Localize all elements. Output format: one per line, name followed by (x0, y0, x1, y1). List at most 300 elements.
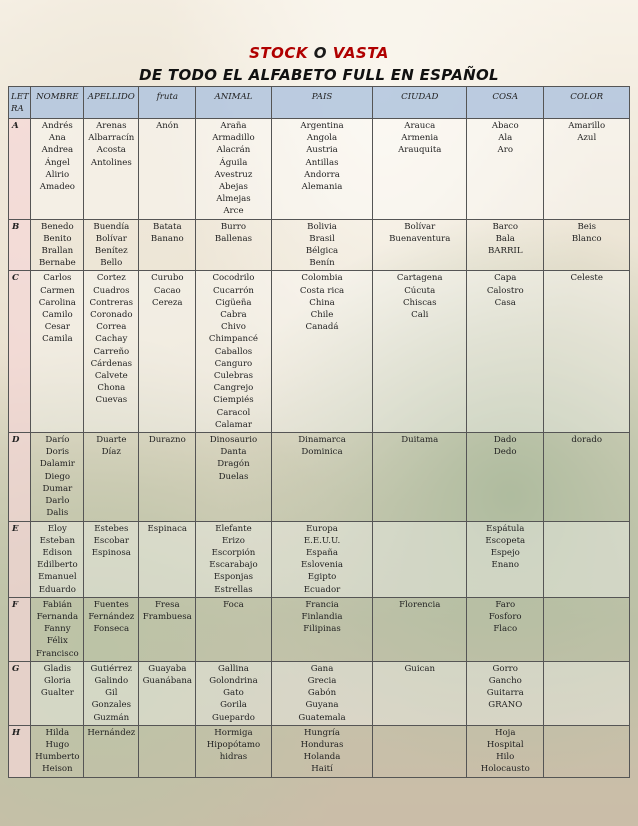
cell-word: Angola (306, 133, 338, 144)
cell-word: Abaco (491, 121, 519, 131)
cell-word: Culebras (213, 371, 253, 382)
cell-word: Cesar (44, 322, 71, 333)
cell-word: Fernández (88, 611, 135, 622)
cell-word: Guanábana (142, 675, 193, 686)
cell-word: Flaco (493, 624, 518, 635)
cell-apellido (84, 219, 139, 271)
cell-word: Aro (497, 145, 513, 156)
cell-ciudad (373, 661, 467, 725)
cell-word: Guatemala (298, 712, 346, 723)
cell-nombre (31, 597, 84, 661)
cell-word: Francisco (36, 648, 79, 659)
cell-word: China (309, 297, 335, 308)
cell-animal (196, 433, 271, 521)
cell-pais (271, 661, 373, 725)
cell-word: Florencia (399, 599, 441, 610)
cell-word: Ala (498, 133, 513, 144)
cell-word: Calvete (94, 371, 128, 382)
cell-word: Caballos (214, 346, 253, 357)
header-nombre: NOMBRE (31, 87, 84, 119)
cell-word: Haití (311, 764, 333, 775)
cell-word: Dalamir (39, 459, 75, 470)
cell-cosa (467, 271, 544, 433)
cell-word: Ciempiés (213, 395, 254, 406)
cell-word: Chimpancé (208, 334, 258, 345)
cell-color (544, 433, 630, 521)
cell-word: Cangrejo (213, 383, 254, 394)
cell-word: Celeste (570, 273, 603, 284)
title-vasta: VASTA (332, 44, 389, 62)
table-row (9, 271, 630, 433)
cell-apellido (84, 521, 139, 597)
cell-word: Gorila (220, 700, 247, 711)
cell-word: Durazno (148, 435, 186, 446)
cell-ciudad (373, 271, 467, 433)
cell-word: Foca (223, 599, 244, 610)
cell-word: hidras (219, 752, 248, 763)
cell-word: Canguro (214, 358, 253, 369)
cell-word: Cacao (153, 285, 181, 296)
cell-word: Casa (494, 297, 516, 308)
cell-word: Carmen (40, 285, 75, 296)
cell-apellido (84, 661, 139, 725)
cell-word: Chona (97, 383, 126, 394)
header-letra: LET RA (9, 87, 31, 119)
cell-word: Burro (220, 221, 247, 232)
cell-word: Andorra (304, 169, 340, 180)
row-letter: G (9, 661, 31, 725)
cell-word: Cereza (152, 297, 183, 308)
cell-word: Hormiga (214, 727, 253, 738)
row-letter: C (9, 271, 31, 433)
alphabet-table (8, 86, 630, 778)
cell-word: Benín (309, 258, 335, 269)
cell-word: Correa (96, 322, 127, 333)
cell-word: Escorpión (211, 547, 256, 558)
table-row (9, 597, 630, 661)
cell-word: Gil (105, 688, 118, 699)
cell-word: Batata (153, 221, 182, 232)
cell-cosa (467, 433, 544, 521)
cell-word: Alirio (45, 169, 70, 180)
cell-word: Benito (43, 233, 72, 244)
cell-word: Escobar (93, 535, 130, 546)
cell-word: Fosforo (488, 611, 522, 622)
cell-word: Egipto (307, 572, 337, 583)
cell-word: Dumar (42, 483, 73, 494)
cell-word: Brasil (309, 233, 335, 244)
cell-word: Camilo (42, 310, 73, 321)
cell-word: Beis (577, 221, 596, 232)
cell-word: Hilda (45, 727, 70, 738)
cell-apellido (84, 433, 139, 521)
cell-word: Fabián (42, 599, 73, 610)
cell-apellido (84, 725, 139, 777)
cell-cosa (467, 661, 544, 725)
cell-word: GRANO (488, 700, 523, 711)
cell-word: Esteban (39, 535, 76, 546)
cell-word: Capa (494, 273, 517, 284)
cell-word: Avestruz (214, 169, 253, 180)
cell-word: Espejo (490, 547, 520, 558)
cell-word: Francia (305, 599, 339, 610)
cell-nombre (31, 433, 84, 521)
cell-word: Cachay (95, 334, 128, 345)
cell-word: Bala (495, 233, 515, 244)
cell-word: dorado (571, 435, 603, 446)
cell-word: Duarte (96, 435, 127, 446)
cell-word: Hipopótamo (206, 739, 261, 750)
table-row (9, 725, 630, 777)
cell-word: Faro (495, 599, 516, 610)
cell-word: Dragón (217, 459, 250, 470)
cell-word: Amadeo (39, 182, 75, 193)
cell-ciudad (373, 433, 467, 521)
cell-word: Elefante (215, 523, 252, 534)
cell-word: Europa (306, 523, 338, 534)
cell-word: Honduras (300, 739, 344, 750)
cell-word: Escopeta (485, 535, 526, 546)
cell-animal (196, 119, 271, 220)
cell-word: Hugo (45, 739, 70, 750)
cell-word: Benedo (41, 221, 74, 232)
cell-word: Cuevas (95, 395, 128, 406)
cell-word: Bélgica (305, 246, 339, 257)
cell-ciudad (373, 219, 467, 271)
title-connector: O (313, 44, 327, 62)
cell-cosa (467, 597, 544, 661)
title-stock: STOCK (249, 44, 308, 62)
table-header-row (9, 87, 630, 119)
cell-word: Guayaba (148, 663, 187, 674)
cell-word: Espinaca (147, 523, 188, 534)
cell-word: Bolívar (404, 221, 436, 232)
cell-color (544, 119, 630, 220)
cell-word: Coronado (90, 310, 133, 321)
cell-nombre (31, 521, 84, 597)
cell-word: Carreño (93, 346, 130, 357)
cell-word: Enano (491, 560, 520, 571)
cell-word: Dalis (46, 508, 69, 519)
cell-word: Dedo (493, 447, 517, 458)
cell-word: Esponjas (213, 572, 253, 583)
cell-word: Buendía (93, 221, 130, 232)
cell-word: Ecuador (303, 584, 341, 595)
row-letter: F (9, 597, 31, 661)
cell-word: Fanny (44, 624, 71, 635)
cell-apellido (84, 119, 139, 220)
page-subtitle: DE TODO EL ALFABETO FULL EN ESPAÑOL (139, 66, 499, 84)
cell-word: Ana (48, 133, 66, 144)
cell-color (544, 661, 630, 725)
cell-word: Dominica (301, 447, 343, 458)
row-letter: H (9, 725, 31, 777)
cell-fruta (139, 271, 196, 433)
cell-word: Bello (100, 258, 123, 269)
cell-animal (196, 521, 271, 597)
cell-word: Arauquita (398, 145, 442, 156)
cell-cosa (467, 219, 544, 271)
header-pais: PAIS (271, 87, 373, 119)
cell-word: Gallina (218, 663, 249, 674)
cell-word: Gabón (307, 688, 337, 699)
cell-pais (271, 725, 373, 777)
cell-word: Humberto (35, 752, 80, 763)
cell-word: Eduardo (38, 584, 76, 595)
cell-word: Águila (219, 157, 248, 168)
cell-word: Curubo (151, 273, 184, 284)
cell-word: Albarracín (88, 133, 135, 144)
cell-word: Danta (220, 447, 247, 458)
cell-word: Almejas (216, 194, 251, 205)
cell-pais (271, 521, 373, 597)
cell-word: Brallan (41, 246, 74, 257)
cell-word: Andrés (41, 121, 73, 131)
cell-word: Guzmán (93, 712, 130, 723)
header-animal: ANIMAL (196, 87, 271, 119)
cell-word: Gorro (492, 663, 518, 674)
cell-word: Barco (492, 221, 519, 232)
cell-word: Calamar (214, 419, 252, 430)
cell-ciudad (373, 725, 467, 777)
cell-apellido (84, 271, 139, 433)
cell-fruta (139, 597, 196, 661)
table-row (9, 433, 630, 521)
cell-word: Anón (156, 121, 179, 131)
cell-word: Colombia (301, 273, 343, 284)
table-row (9, 119, 630, 220)
cell-word: Cortez (96, 273, 126, 284)
cell-nombre (31, 219, 84, 271)
cell-color (544, 271, 630, 433)
page-title (0, 44, 638, 62)
cell-word: Doris (45, 447, 70, 458)
cell-word: Cartagena (396, 273, 443, 284)
header-fruta: fruta (139, 87, 196, 119)
cell-pais (271, 271, 373, 433)
cell-word: Duelas (218, 471, 249, 482)
cell-word: Guican (404, 663, 436, 674)
header-apellido: APELLIDO (84, 87, 139, 119)
cell-word: Amarillo (568, 121, 606, 131)
cell-word: Blanco (571, 233, 602, 244)
cell-word: Armadillo (212, 133, 255, 144)
cell-word: Félix (46, 636, 68, 647)
cell-color (544, 597, 630, 661)
cell-word: Camila (42, 334, 73, 345)
cell-word: Eloy (47, 523, 67, 534)
cell-word: Banano (150, 233, 184, 244)
cell-word: Guepardo (212, 712, 255, 723)
cell-cosa (467, 119, 544, 220)
cell-fruta (139, 433, 196, 521)
cell-word: Heison (42, 764, 73, 775)
cell-word: Contreras (89, 297, 134, 308)
cell-word: Andrea (41, 145, 74, 156)
cell-word: Gato (223, 688, 244, 699)
cell-word: Cocodrilo (212, 273, 255, 284)
cell-fruta (139, 219, 196, 271)
cell-word: Espátula (486, 523, 525, 534)
cell-word: Cabra (220, 310, 247, 321)
header-cosa: COSA (467, 87, 544, 119)
cell-word: Chile (310, 310, 334, 321)
cell-word: Bolívar (95, 233, 127, 244)
cell-word: Carlos (43, 273, 72, 284)
cell-word: Chiscas (402, 297, 437, 308)
cell-word: Antolines (90, 157, 132, 168)
cell-word: Gonzales (91, 700, 132, 711)
cell-animal (196, 271, 271, 433)
cell-word: Argentina (300, 121, 344, 131)
cell-word: Gancho (488, 675, 522, 686)
cell-word: Gloria (43, 675, 71, 686)
cell-word: BARRIL (487, 246, 523, 257)
table-row (9, 219, 630, 271)
cell-word: Abejas (218, 182, 248, 193)
cell-word: Darlo (45, 496, 70, 507)
row-letter: B (9, 219, 31, 271)
cell-word: Estebes (94, 523, 129, 534)
cell-word: Escarabajo (209, 560, 258, 571)
cell-word: Ángel (44, 157, 70, 168)
cell-word: E.E.U.U. (303, 535, 341, 546)
cell-word: Cucarrón (212, 285, 254, 296)
cell-cosa (467, 725, 544, 777)
cell-word: Holocausto (480, 764, 530, 775)
cell-ciudad (373, 521, 467, 597)
cell-apellido (84, 597, 139, 661)
cell-word: Fresa (154, 599, 180, 610)
cell-word: Espinosa (91, 547, 131, 558)
cell-word: Emanuel (38, 572, 77, 583)
cell-word: Hoja (495, 727, 516, 738)
cell-word: Armenia (401, 133, 439, 144)
cell-word: Guyana (305, 700, 339, 711)
cell-word: Dinosaurio (209, 435, 258, 446)
cell-word: Eslovenia (301, 560, 343, 571)
row-letter: E (9, 521, 31, 597)
cell-pais (271, 219, 373, 271)
cell-word: Azul (577, 133, 597, 144)
cell-word: Duitama (401, 435, 439, 446)
table-row (9, 521, 630, 597)
cell-word: Dinamarca (298, 435, 346, 446)
cell-word: Calostro (486, 285, 524, 296)
cell-nombre (31, 271, 84, 433)
cell-word: Cali (411, 310, 429, 321)
header-ciudad: CIUDAD (373, 87, 467, 119)
cell-word: Estrellas (214, 584, 253, 595)
cell-word: Gutiérrez (90, 663, 133, 674)
cell-word: Carolina (38, 297, 76, 308)
table-row (9, 661, 630, 725)
cell-fruta (139, 119, 196, 220)
cell-ciudad (373, 119, 467, 220)
cell-word: Gualter (40, 688, 74, 699)
cell-pais (271, 433, 373, 521)
cell-word: Galindo (94, 675, 129, 686)
cell-word: Filipinas (303, 624, 341, 635)
cell-word: Alemania (301, 182, 343, 193)
header-color: COLOR (544, 87, 630, 119)
cell-word: Arce (223, 206, 244, 217)
cell-word: Antillas (305, 157, 339, 168)
cell-word: Edilberto (37, 560, 78, 571)
cell-word: Grecia (307, 675, 337, 686)
cell-color (544, 725, 630, 777)
cell-nombre (31, 661, 84, 725)
cell-animal (196, 597, 271, 661)
cell-word: Hilo (496, 752, 515, 763)
cell-word: Acosta (96, 145, 126, 156)
cell-word: Arauca (404, 121, 436, 131)
cell-word: Cúcuta (404, 285, 436, 296)
cell-word: Cárdenas (90, 358, 133, 369)
cell-word: Cuadros (93, 285, 130, 296)
cell-word: Chivo (221, 322, 246, 333)
cell-word: Edison (42, 547, 73, 558)
cell-word: Costa rica (299, 285, 345, 296)
cell-word: Benítez (94, 246, 128, 257)
cell-word: Arenas (96, 121, 127, 131)
cell-word: Erizo (222, 535, 245, 546)
cell-word: Buenaventura (389, 233, 451, 244)
cell-word: Alacrán (216, 145, 251, 156)
cell-nombre (31, 119, 84, 220)
cell-word: Araña (220, 121, 247, 131)
cell-animal (196, 661, 271, 725)
cell-word: Cigüeña (215, 297, 252, 308)
cell-word: Frambuesa (142, 611, 192, 622)
cell-ciudad (373, 597, 467, 661)
cell-fruta (139, 725, 196, 777)
cell-word: Finlandia (301, 611, 343, 622)
cell-word: Fuentes (93, 599, 129, 610)
cell-word: Ballenas (214, 233, 252, 244)
cell-pais (271, 597, 373, 661)
cell-word: Canadá (305, 322, 339, 333)
cell-fruta (139, 661, 196, 725)
cell-word: Holanda (303, 752, 341, 763)
cell-word: España (306, 547, 338, 558)
cell-animal (196, 725, 271, 777)
cell-word: Fernanda (36, 611, 79, 622)
cell-word: Bolivia (307, 221, 337, 232)
cell-word: Gana (310, 663, 334, 674)
cell-word: Hungría (304, 727, 341, 738)
row-letter: A (9, 119, 31, 220)
cell-word: Dado (493, 435, 517, 446)
cell-animal (196, 219, 271, 271)
cell-color (544, 219, 630, 271)
cell-word: Austria (306, 145, 338, 156)
cell-word: Caracol (216, 407, 251, 418)
cell-word: Bernabe (38, 258, 76, 269)
cell-word: Fonseca (93, 624, 130, 635)
cell-color (544, 521, 630, 597)
cell-word: Hernández (87, 727, 136, 738)
cell-word: Díaz (101, 447, 121, 458)
cell-word: Guitarra (486, 688, 524, 699)
cell-word: Darío (45, 435, 70, 446)
row-letter: D (9, 433, 31, 521)
cell-word: Diego (44, 471, 71, 482)
cell-nombre (31, 725, 84, 777)
cell-cosa (467, 521, 544, 597)
cell-fruta (139, 521, 196, 597)
cell-pais (271, 119, 373, 220)
